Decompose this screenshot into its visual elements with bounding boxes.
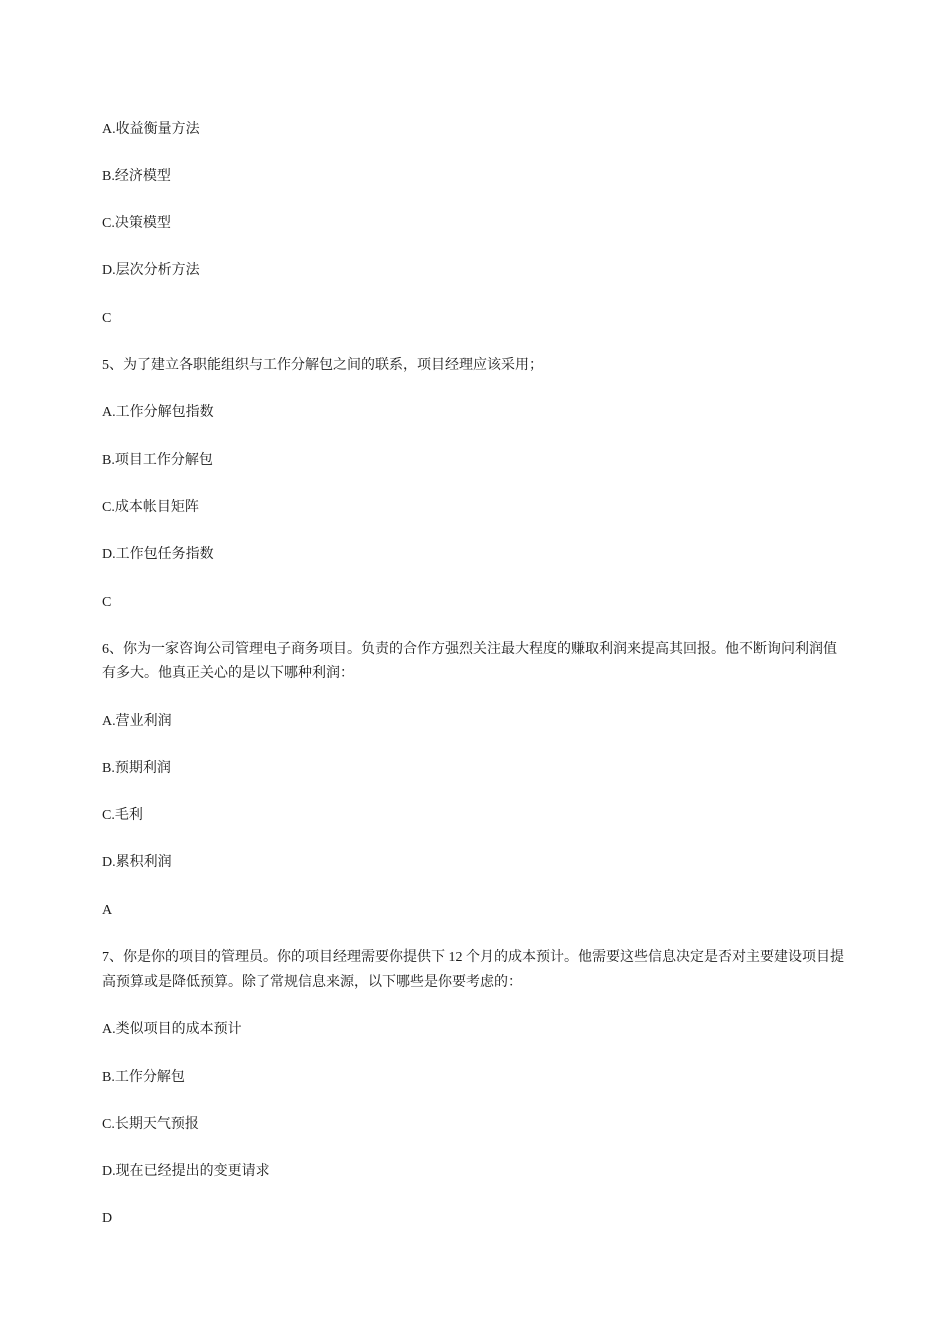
q6-answer: A [102, 903, 113, 918]
q5-option-d: D.工作包任务指数 [102, 547, 214, 562]
q6-option-c: C.毛利 [102, 808, 143, 823]
q5-option-c: C.成本帐目矩阵 [102, 500, 199, 515]
q5-answer: C [102, 595, 112, 610]
q6-option-b: B.预期利润 [102, 761, 171, 776]
q4-answer: C [102, 311, 112, 326]
q6-option-d: D.累积利润 [102, 855, 172, 870]
q7-option-d: D.现在已经提出的变更请求 [102, 1164, 270, 1179]
q7-question-line-2: 高预算或是降低预算。除了常规信息来源，以下哪些是你要考虑的： [102, 975, 522, 990]
q5-option-a: A.工作分解包指数 [102, 405, 214, 420]
q7-answer: D [102, 1211, 113, 1226]
q4-option-b: B.经济模型 [102, 169, 171, 184]
q7-question-line-1: 7、你是你的项目的管理员。你的项目经理需要你提供下 12 个月的成本预计。他需要这些信息决定是否对主要建设项目提 [102, 950, 844, 965]
q7-option-c: C.长期天气预报 [102, 1117, 199, 1132]
q5-option-b: B.项目工作分解包 [102, 453, 213, 468]
q4-option-a: A.收益衡量方法 [102, 122, 200, 137]
q4-option-c: C.决策模型 [102, 216, 171, 231]
q5-question: 5、为了建立各职能组织与工作分解包之间的联系，项目经理应该采用； [102, 358, 543, 373]
q6-question-line-2: 有多大。他真正关心的是以下哪种利润： [102, 666, 354, 681]
q4-option-d: D.层次分析方法 [102, 263, 200, 278]
q6-question-line-1: 6、你为一家咨询公司管理电子商务项目。负责的合作方强烈关注最大程度的赚取利润来提高其回报。他不断询问利润值 [102, 642, 837, 657]
q7-option-a: A.类似项目的成本预计 [102, 1022, 242, 1037]
q6-option-a: A.营业利润 [102, 714, 172, 729]
q7-option-b: B.工作分解包 [102, 1070, 185, 1085]
